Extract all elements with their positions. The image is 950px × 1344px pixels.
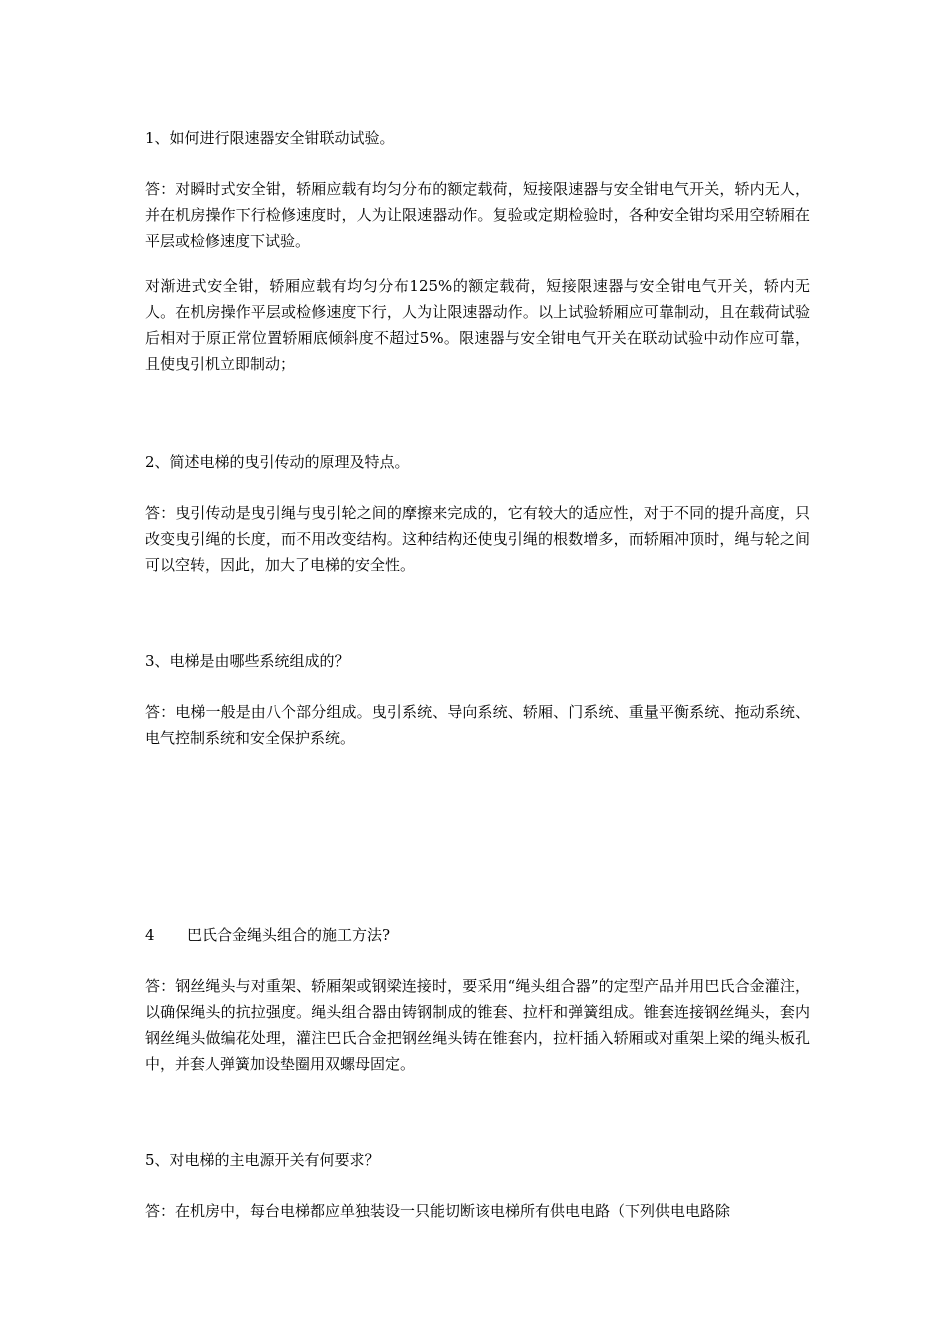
q1-answer-paragraph-1: 答：对瞬时式安全钳，轿厢应载有均匀分布的额定载荷，短接限速器与安全钳电气开关，轿内无人，并在机房操作下行检修速度时，人为让限速器动作。复验或定期检验时，各种安全钳均采用空轿厢在平层或检修速度下试验。 xyxy=(145,180,810,250)
q2-answer: 答：曳引传动是曳引绳与曳引轮之间的摩擦来完成的，它有较大的适应性，对于不同的提升高度，只改变曳引绳的长度，而不用改变结构。这种结构还使曳引绳的根数增多，而轿厢冲顶时，绳与轮之间可以空转，因此，加大了电梯的安全性。 xyxy=(145,504,810,574)
q1-answer-paragraph-2: 对渐进式安全钳，轿厢应载有均匀分布125%的额定载荷，短接限速器与安全钳电气开关，轿内无人。在机房操作平层或检修速度下行，人为让限速器动作。以上试验轿厢应可靠制动，且在载荷试验后相对于原正常位置轿厢底倾斜度不超过5%。限速器与安全钳电气开关在联动试验中动作应可靠，且使曳引机立即制动； xyxy=(145,277,810,373)
q5-question: 5、对电梯的主电源开关有何要求？ xyxy=(145,1151,380,1169)
q4-number: 4 xyxy=(145,926,155,944)
q3-answer: 答：电梯一般是由八个部分组成。曳引系统、导向系统、轿厢、门系统、重量平衡系统、拖动系统、电气控制系统和安全保护系统。 xyxy=(145,703,810,747)
q4-answer: 答：钢丝绳头与对重架、轿厢架或钢梁连接时，要采用“绳头组合器”的定型产品并用巴氏合金灌注，以确保绳头的抗拉强度。绳头组合器由铸钢制成的锥套、拉杆和弹簧组成。锥套连接钢丝绳头，套内钢丝绳头做编花处理，灌注巴氏合金把钢丝绳头铸在锥套内，拉杆插入轿厢或对重架上梁的绳头板孔中，并套人弹簧加设垫圈用双螺母固定。 xyxy=(145,977,810,1073)
q3-question: 3、电梯是由哪些系统组成的？ xyxy=(145,652,350,670)
q5-answer: 答：在机房中，每台电梯都应单独装设一只能切断该电梯所有供电电路（下列供电电路除 xyxy=(145,1202,731,1220)
q4-question: 巴氏合金绳头组合的施工方法? xyxy=(187,926,391,944)
q2-question: 2、简述电梯的曳引传动的原理及特点。 xyxy=(145,453,410,471)
q1-question: 1、如何进行限速器安全钳联动试验。 xyxy=(145,129,395,147)
